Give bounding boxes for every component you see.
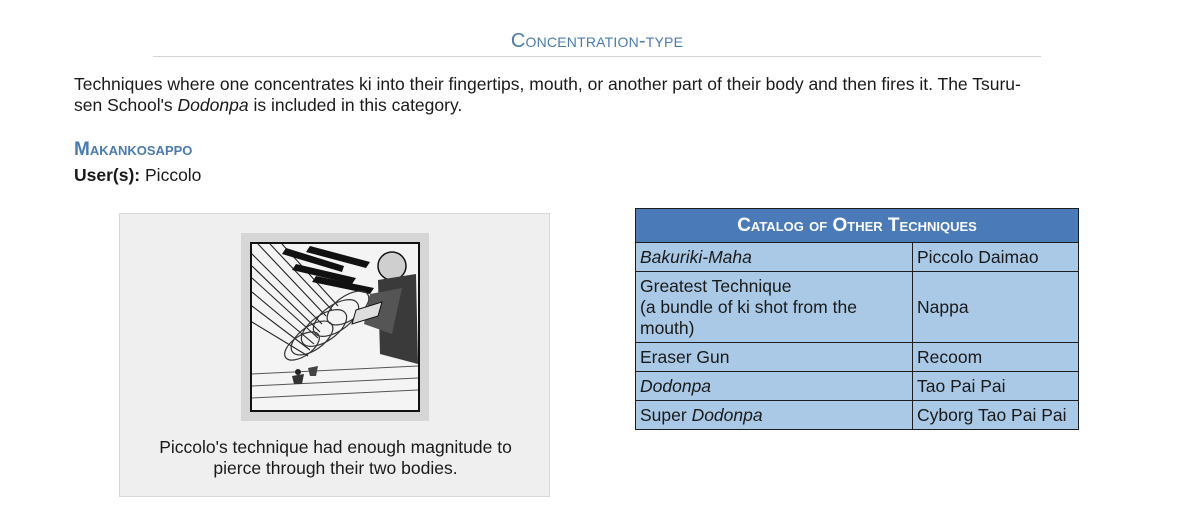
intro-line-2-prefix: sen School's <box>74 95 178 115</box>
technique-line-1: Greatest Technique <box>640 275 792 296</box>
table-row <box>636 401 1079 430</box>
user-cell: Cyborg Tao Pai Pai <box>913 401 1079 430</box>
heading-divider <box>153 56 1041 57</box>
table-row <box>636 343 1079 372</box>
technique-cell: Eraser Gun <box>636 343 913 372</box>
technique-line-3: mouth) <box>640 317 695 338</box>
catalog-table <box>635 208 1079 430</box>
manga-panel-art <box>252 244 418 410</box>
users-label: User(s): <box>74 165 141 185</box>
user-cell: Nappa <box>913 272 1079 343</box>
intro-dodonpa: Dodonpa <box>177 95 249 115</box>
table-row <box>636 272 1079 343</box>
caption-line-1: Piccolo's technique had enough magnitude to <box>159 437 512 457</box>
technique-cell: Dodonpa <box>636 372 913 401</box>
figure-box <box>119 213 550 497</box>
caption-line-2: pierce through their two bodies. <box>213 458 458 478</box>
table-row <box>636 372 1079 401</box>
table-row <box>636 243 1079 272</box>
intro-line-1: Techniques where one concentrates ki into their fingertips, mouth, or another part of their body and then fires it. The Tsuru- <box>74 74 1021 94</box>
user-cell: Recoom <box>913 343 1079 372</box>
technique-line-2: (a bundle of ki shot from the <box>640 296 857 317</box>
technique-cell: Bakuriki-Maha <box>636 243 913 272</box>
technique-cell <box>636 401 913 430</box>
section-heading: Concentration-type <box>510 30 684 52</box>
catalog-table-title: Catalog of Other Techniques <box>636 209 1079 243</box>
intro-paragraph <box>74 74 1104 116</box>
technique-italic: Dodonpa <box>691 404 763 425</box>
users-value: Piccolo <box>140 165 202 185</box>
user-cell: Piccolo Daimao <box>913 243 1079 272</box>
figure-caption <box>120 437 551 479</box>
technique-users <box>74 165 201 186</box>
technique-cell <box>636 272 913 343</box>
figure-frame <box>241 233 429 421</box>
technique-name: Makankosappo <box>74 139 193 160</box>
intro-line-2-suffix: is included in this category. <box>248 95 463 115</box>
user-cell: Tao Pai Pai <box>913 372 1079 401</box>
technique-prefix: Super <box>640 404 692 425</box>
manga-illustration <box>250 242 420 412</box>
